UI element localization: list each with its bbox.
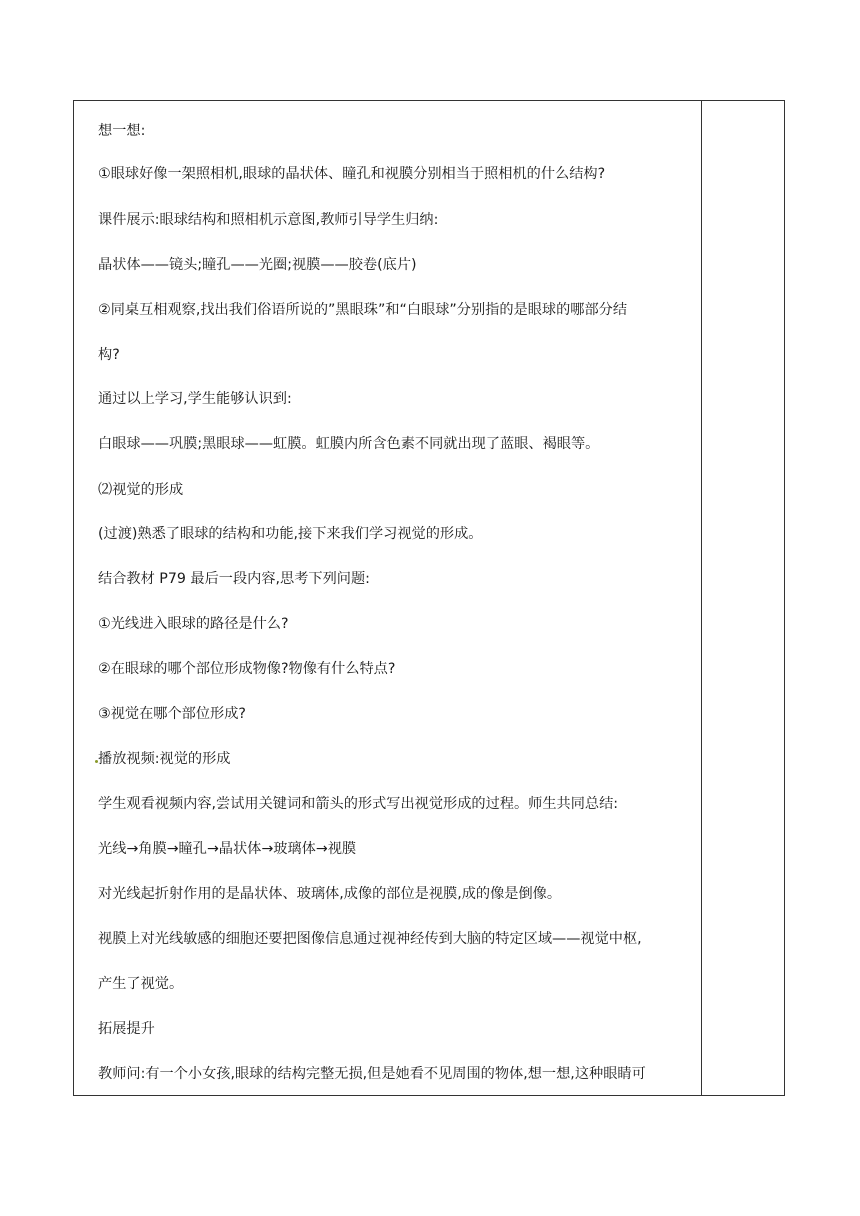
text-line: 通过以上学习,学生能够认识到:: [98, 391, 292, 407]
section-heading: ⑵视觉的形成: [98, 482, 184, 498]
text-line: 晶状体——镜头;瞳孔——光圈;视膜——胶卷(底片): [98, 257, 417, 273]
text-line: ②同桌互相观察,找出我们俗语所说的”黑眼珠”和“白眼球”分别指的是眼球的哪部分结: [98, 302, 628, 318]
text-line: 学生观看视频内容,尝试用关键词和箭头的形式写出视觉形成的过程。师生共同总结:: [98, 796, 619, 812]
section-heading: 拓展提升: [98, 1021, 155, 1037]
document-table: [73, 100, 785, 1096]
content-cell: [74, 101, 701, 1095]
text-line: 教师问:有一个小女孩,眼球的结构完整无损,但是她看不见周围的物体,想一想,这种眼睛可: [98, 1066, 646, 1082]
text-line: ①光线进入眼球的路径是什么?: [98, 616, 289, 632]
text-line: ③视觉在哪个部位形成?: [98, 706, 246, 722]
text-line: 视膜上对光线敏感的细胞还要把图像信息通过视神经传到大脑的特定区域——视觉中枢,: [98, 931, 642, 947]
text-line: 产生了视觉。: [98, 976, 184, 992]
text-line: 构?: [98, 347, 120, 363]
text-line: (过渡)熟悉了眼球的结构和功能,接下来我们学习视觉的形成。: [98, 526, 483, 542]
text-line: 光线→角膜→瞳孔→晶状体→玻璃体→视膜: [98, 841, 357, 857]
text-line: ②在眼球的哪个部位形成物像?物像有什么特点?: [98, 661, 396, 677]
text-line: 播放视频:视觉的形成: [98, 751, 231, 767]
text-line: 课件展示:眼球结构和照相机示意图,教师引导学生归纳:: [98, 212, 439, 228]
text-line: 想一想:: [98, 123, 146, 139]
text-line: 对光线起折射作用的是晶状体、玻璃体,成像的部位是视膜,成的像是倒像。: [98, 886, 562, 902]
notes-cell: [702, 101, 784, 1095]
text-line: 结合教材 P79 最后一段内容,思考下列问题:: [98, 571, 370, 587]
text-line: 白眼球——巩膜;黑眼球——虹膜。虹膜内所含色素不同就出现了蓝眼、褐眼等。: [98, 436, 600, 452]
text-line: ①眼球好像一架照相机,眼球的晶状体、瞳孔和视膜分别相当于照相机的什么结构?: [98, 166, 606, 182]
